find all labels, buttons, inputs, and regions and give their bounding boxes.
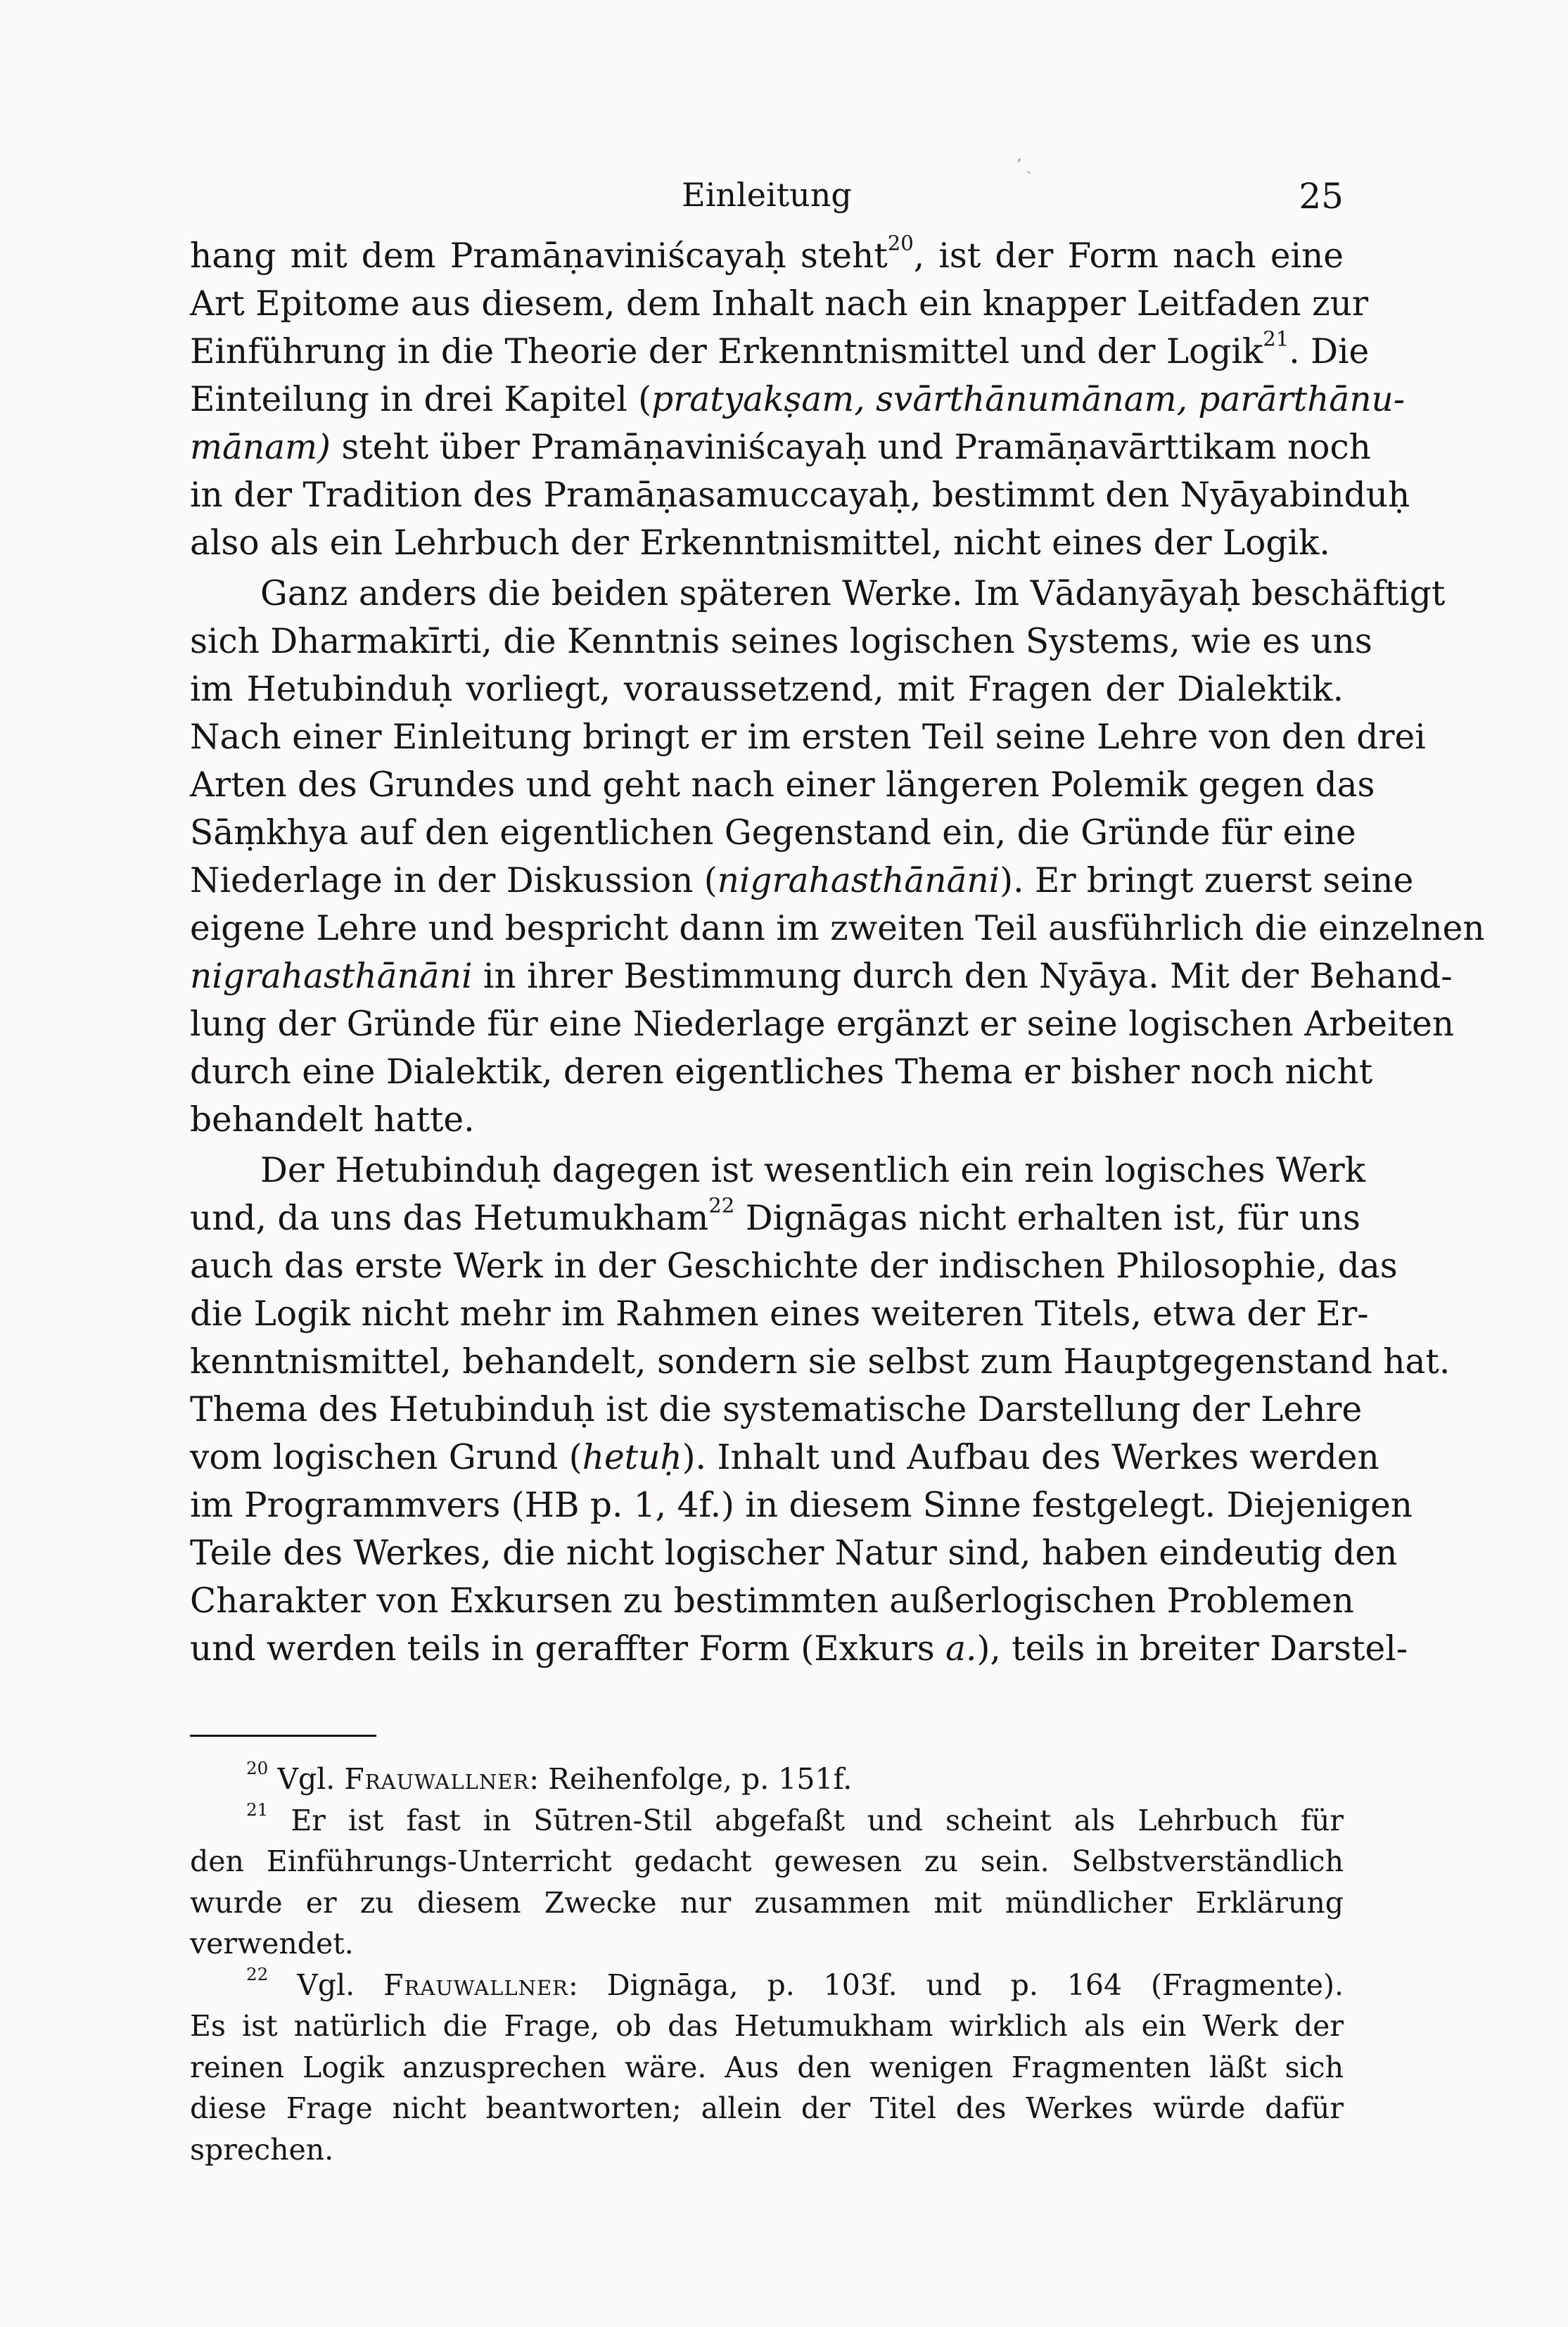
- footnote-ref-20[interactable]: 20: [887, 231, 914, 255]
- footnote-20: $^{20}$ Vgl. Frauwallner: Reihenfolge, p. 151f.: [246, 1758, 853, 1796]
- text-line: eigene Lehre und bespricht dann im zweiten Teil ausführlich die einzelnen: [190, 909, 1485, 948]
- text-line: Der Hetubinduḥ dagegen ist wesentlich ein rein logisches Werk: [260, 1151, 1366, 1190]
- text-line: Teile des Werkes, die nicht logischer Natur sind, haben eindeutig den: [190, 1534, 1398, 1573]
- text-line: auch das erste Werk in der Geschichte der indischen Philosophie, das: [190, 1247, 1398, 1286]
- main-text: [190, 231, 1485, 1673]
- text-line: behandelt hatte.: [190, 1100, 475, 1140]
- text-line: also als ein Lehrbuch der Erkenntnismittel, nicht eines der Logik.: [190, 523, 1330, 563]
- text-line: Ganz anders die beiden späteren Werke. Im Vādanyāyaḥ beschäftigt: [260, 574, 1446, 613]
- footnotes: [190, 1759, 1344, 2170]
- sanskrit-terms: pratyakṣam, svārthānumānam, parārthānu-: [651, 380, 1406, 419]
- text-line: mānam) steht über Pramāṇaviniścayaḥ und Pramāṇavārttikam noch: [190, 428, 1371, 467]
- text-line: Nach einer Einleitung bringt er im ersten Teil seine Lehre von den drei: [190, 718, 1426, 757]
- text-line: im Hetubinduḥ vorliegt, voraussetzend, mit Fragen der Dialektik.: [190, 670, 1344, 709]
- text-line: im Programmvers (HB p. 1, 4f.) in diesem Sinne festgelegt. Diejenigen: [190, 1486, 1413, 1525]
- running-header: [190, 176, 1344, 225]
- text-line: vom logischen Grund (hetuḥ). Inhalt und Aufbau des Werkes werden: [190, 1438, 1379, 1477]
- text-line: Einführung in die Theorie der Erkenntnismittel und der Logik$^{21}$. Die: [190, 326, 1370, 371]
- footnote-line: Es ist natürlich die Frage, ob das Hetumukham wirklich als ein Werk der: [190, 2009, 1344, 2043]
- text-line: und werden teils in geraffter Form (Exkurs a.), teils in breiter Darstel-: [190, 1629, 1408, 1669]
- footnote-21: $^{21}$ Er ist fast in Sūtren-Stil abgefaßt und scheint als Lehrbuch für: [246, 1799, 1344, 1837]
- text-line: hang mit dem Pramāṇaviniścayaḥ steht$^{20}$, ist der Form nach eine: [190, 231, 1344, 276]
- text-line: Sāṃkhya auf den eigentlichen Gegenstand ein, die Gründe für eine: [190, 813, 1356, 853]
- running-title: Einleitung: [682, 176, 852, 214]
- footnote-separator: [190, 1735, 376, 1737]
- text-line: in der Tradition des Pramāṇasamuccayaḥ, bestimmt den Nyāyabinduḥ: [190, 476, 1410, 515]
- text-line: nigrahasthānāni in ihrer Bestimmung durch den Nyāya. Mit der Behand-: [190, 957, 1453, 996]
- footnote-line: den Einführungs-Unterricht gedacht gewesen zu sein. Selbstverständlich: [190, 1844, 1344, 1878]
- footnote-line: wurde er zu diesem Zwecke nur zusammen mit mündlicher Erklärung: [190, 1885, 1344, 1920]
- page-number: 25: [1299, 176, 1344, 217]
- text-line: Art Epitome aus diesem, dem Inhalt nach ein knapper Leitfaden zur: [190, 284, 1369, 324]
- footnote-line: sprechen.: [190, 2132, 334, 2167]
- text-line: sich Dharmakīrti, die Kenntnis seines logischen Systems, wie es uns: [190, 622, 1372, 661]
- text-line: lung der Gründe für eine Niederlage ergänzt er seine logischen Arbeiten: [190, 1005, 1455, 1044]
- text-line: kenntnismittel, behandelt, sondern sie selbst zum Hauptgegenstand hat.: [190, 1342, 1451, 1382]
- text-line: die Logik nicht mehr im Rahmen eines weiteren Titels, etwa der Er-: [190, 1294, 1369, 1334]
- footnote-line: diese Frage nicht beantworten; allein der Titel des Werkes würde dafür: [190, 2091, 1344, 2125]
- footnote-ref-22[interactable]: 22: [708, 1193, 735, 1218]
- text-line: Thema des Hetubinduḥ ist die systematische Darstellung der Lehre: [190, 1390, 1363, 1429]
- text-line: und, da uns das Hetumukham$^{22}$ Dignāgas nicht erhalten ist, für uns: [190, 1193, 1360, 1238]
- print-speck: ’ ˏ: [1016, 157, 1032, 174]
- text-line: Einteilung in drei Kapitel (pratyakṣam, svārthānumānam, parārthānu-: [190, 380, 1406, 419]
- text-line: Arten des Grundes und geht nach einer längeren Polemik gegen das: [190, 765, 1375, 805]
- text-line: Charakter von Exkursen zu bestimmten außerlogischen Problemen: [190, 1581, 1354, 1621]
- text-line: Niederlage in der Diskussion (nigrahasthānāni). Er bringt zuerst seine: [190, 861, 1414, 900]
- footnote-line: verwendet.: [190, 1927, 354, 1961]
- footnote-ref-21[interactable]: 21: [1263, 326, 1289, 351]
- footnote-22: $^{22}$ Vgl. Frauwallner: Dignāga, p. 103f. und p. 164 (Fragmente).: [246, 1963, 1344, 2002]
- text-line: durch eine Dialektik, deren eigentliches Thema er bisher noch nicht: [190, 1052, 1373, 1092]
- footnote-line: reinen Logik anzusprechen wäre. Aus den wenigen Fragmenten läßt sich: [190, 2050, 1344, 2084]
